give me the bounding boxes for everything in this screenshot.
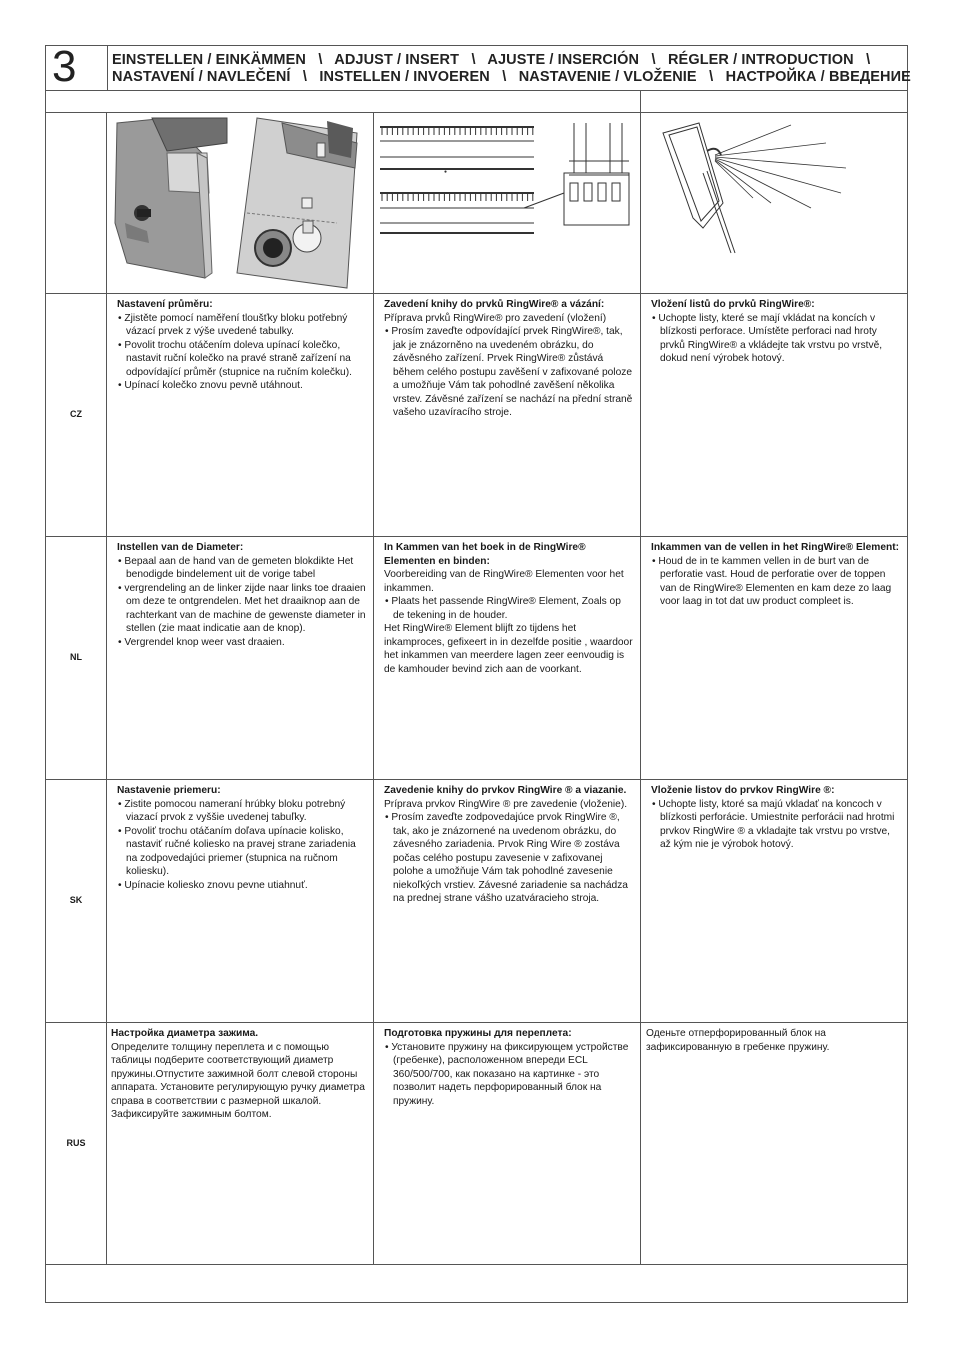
blank-band bbox=[46, 90, 907, 113]
instruction-bullet: • Zistite pomocou nameraní hrúbky bloku potrebný viazací prvok z vyššie uvedenej tabuľky. bbox=[118, 798, 346, 823]
instruction-heading: Настройка диаметра зажима. bbox=[111, 1028, 259, 1039]
instruction-bullet: • Povoliť trochu otáčaním doľava upínacie kolisko, nastaviť ručné koliesko na pravej strane zariadenia na zodpovedajúci priemer (stupnica na ručnom koliesku). bbox=[118, 825, 356, 877]
instruction-bullet: • Uchopte listy, které se mají vkládat na koncích v blízkosti perforace. Umístěte perforaci nad hroty prvků RingWire® a vkládejte tak vrstvu po vrstvě, dokud není výrobek hotový. bbox=[652, 312, 883, 364]
language-label: CZ bbox=[70, 408, 82, 419]
instruction-page bbox=[45, 42, 911, 1303]
instruction-cell bbox=[384, 784, 634, 906]
instruction-bullet: • Povolit trochu otáčením doleva upínací kolečko, nastavit ruční kolečko na pravé straně zařízení na odpovídající průměr (stupnice na ručním kolečku). bbox=[118, 339, 352, 378]
instruction-bullet: Het RingWire® Element blijft zo tijdens het inkamproces, gefixeert in in dezelfde positie , waardoor het inkammen van meerdere lagen zeer eenvoudig is de kamhouder bevind zich aan de voorkant. bbox=[384, 623, 633, 675]
instruction-cell bbox=[646, 1027, 901, 1054]
instruction-bullet: • Prosím zaveďte odpovídající prvek RingWire®, tak, jak je znázorněno na uvedeném obrázku, do závěsného zařízení. Prvek RingWire® zůstává během celého postupu zavěšení v zafixované poloze a umožňuje Vám tak pohodlné zavěšení několika vrstev. Závěsné zařízení se nachází na přední straně vašeho uzavíracího stroje. bbox=[385, 326, 633, 418]
instruction-bullet: • Upínací kolečko znovu pevně utáhnout. bbox=[118, 380, 303, 391]
instruction-cell bbox=[384, 541, 634, 676]
instruction-bullet: • Prosím zaveďte zodpovedajúce prvok RingWire ®, tak, ako je znázornené na uvedenom obrázku, do závesného zariadenia. Prvok Ring Wire ® zostáva počas celého postupu zavesenie v zafixovanej polohe a umožňuje Vám tak pohodlné zavesenie niekoľkých vrstiev. Závesné zariadenie sa nachádza na prednej strane vášho uzatváracieho stroja. bbox=[385, 812, 628, 904]
instruction-intro: Príprava prvkov RingWire ® pre zavedenie (vloženie). bbox=[384, 798, 628, 810]
instruction-bullet: • Zjistěte pomocí naměření tloušťky bloku potřebný vázací prvek z výše uvedené tabulky. bbox=[118, 312, 348, 337]
instruction-cell bbox=[117, 298, 367, 393]
instruction-heading: Zavedenie knihy do prvkov RingWire ® a viazanie. bbox=[384, 785, 627, 796]
instruction-cell bbox=[651, 541, 901, 609]
instruction-intro: Příprava prvků RingWire® pro zavedení (vložení) bbox=[384, 312, 607, 324]
instruction-cell bbox=[651, 784, 901, 852]
language-label: NL bbox=[70, 651, 82, 662]
insert-sheets-illustration bbox=[641, 113, 907, 293]
instruction-bullet: • vergrendeling an de linker zijde naar links toe draaien om deze te ontgrendelen. Met het draaiknop aan de rachterkant van de machine de gewenste diameter in stellen (zie maat indicatie aan de knop). bbox=[118, 582, 366, 634]
instruction-heading: Nastavenie priemeru: bbox=[117, 785, 221, 796]
instruction-intro: Voorbereiding van de RingWire® Elementen voor het inkammen. bbox=[384, 569, 624, 594]
instruction-bullet: • Plaats het passende RingWire® Element, Zoals op de tekening in de houder. bbox=[385, 596, 621, 621]
instruction-heading: In Kammen van het boek in de RingWire® Elementen en binden: bbox=[384, 542, 586, 567]
ringwire-holder-illustration bbox=[374, 113, 640, 293]
instruction-bullet: Зафиксируйте зажимным болтом. bbox=[111, 1109, 272, 1120]
instruction-heading: Nastavení průměru: bbox=[117, 299, 213, 310]
instruction-bullet: • Bepaal aan de hand van de gemeten blokdikte Het benodigde bindelement uit de vorige tabel bbox=[118, 555, 354, 580]
instruction-cell bbox=[111, 1027, 367, 1122]
svg-text:●: ● bbox=[444, 169, 448, 175]
instruction-bullet: Определите толщину переплета и с помощью таблицы подберите соответствующий диаметр пружины.Отпустите зажимной болт слевой стороны аппарата. Установите регулирующую ручку диаметра справа в соответствии с размерной шкалой. bbox=[111, 1041, 365, 1107]
instruction-heading: Zavedení knihy do prvků RingWire® a vázání: bbox=[384, 299, 605, 310]
instruction-bullet: • Uchopte listy, ktoré sa majú vkladať na koncoch v blízkosti perforácie. Umiestnite perforácii nad hrotmi prvkov RingWire ® a vkladajte tak vrstvu po vrstve, až kým nie je výrobok hotový. bbox=[652, 798, 895, 850]
step-number: 3 bbox=[52, 42, 77, 91]
instruction-heading: Vloženie listov do prvkov RingWire ®: bbox=[651, 785, 835, 796]
language-label: RUS bbox=[66, 1137, 86, 1148]
instruction-heading: Instellen van de Diameter: bbox=[117, 542, 244, 553]
instruction-bullet: • Установите пружину на фиксирующем устройстве (гребенке), расположенном впереди ECL 360/500/700, как показано на картинке - это позволит надеть перфорированный блок на пружину. bbox=[385, 1041, 629, 1107]
instruction-bullet: • Houd de in te kammen vellen in de burt van de perforatie vast. Houd de perforatie over de toppen van de RingWire® Elementen en kam deze zo laag voor laag in tot dat uw product compleet is. bbox=[652, 555, 892, 607]
machine-adjust-illustration bbox=[107, 113, 373, 293]
instruction-heading: Подготовка пружины для переплета: bbox=[384, 1028, 572, 1039]
instruction-cell bbox=[384, 1027, 634, 1108]
step-title-line-2: NASTAVENÍ / NAVLEČENÍ \ INSTELLEN / INVOEREN \ NASTAVENIE / VLOŽENIE \ НАСТРОЙКА / ВВЕДЕНИЕ bbox=[112, 69, 911, 85]
instruction-bullet: • Upínacie koliesko znovu pevne utiahnuť. bbox=[118, 879, 308, 891]
language-label: SK bbox=[69, 894, 83, 905]
instruction-cell bbox=[651, 298, 901, 366]
instruction-cell bbox=[117, 784, 367, 892]
instruction-cell bbox=[384, 298, 634, 420]
instruction-heading: Inkammen van de vellen in het RingWire® Element: bbox=[651, 542, 900, 553]
instruction-heading: Vložení listů do prvků RingWire®: bbox=[651, 299, 815, 310]
step-header bbox=[46, 42, 911, 91]
instruction-bullet: • Vergrendel knop weer vast draaien. bbox=[118, 636, 285, 648]
step-title-line-1: EINSTELLEN / EINKÄMMEN \ ADJUST / INSERT \ AJUSTE / INSERCIÓN \ RÉGLER / INTRODUCTION \ bbox=[112, 52, 871, 68]
instruction-cell bbox=[117, 541, 367, 649]
instruction-bullet: Оденьте отперфорированный блок на зафиксированную в гребенке пружину. bbox=[646, 1028, 830, 1053]
